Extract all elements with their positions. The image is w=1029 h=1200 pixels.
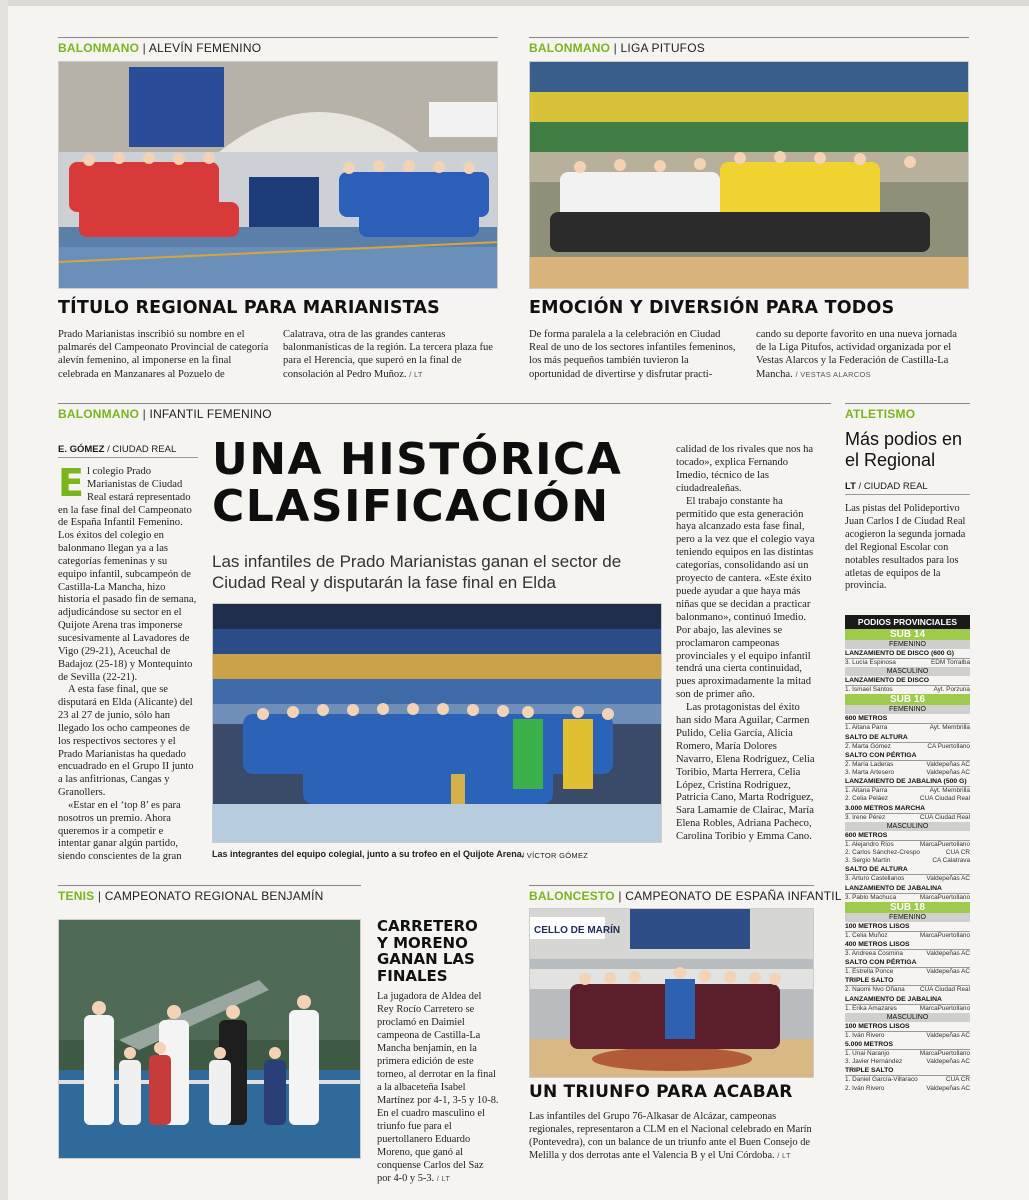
athlete-name: 3. Andreea Cosmina [845,950,903,958]
athlete-name: 2. María Laderas [845,760,894,768]
section-tag-top-right: BALONMANO | LIGA PITUFOS [529,37,969,55]
section-tag-main: BALONMANO | INFANTIL FEMENINO [58,403,831,421]
atletismo-sidebar [845,403,970,593]
paragraph: «Estar en el ‘top 8’ es para nosotros un premio. Ahora queremos ir a competir e intentar ganar algún partido, siendo conscientes de la gran [58,799,182,863]
event-title: SALTO DE ALTURA [845,733,970,743]
headline-tenis [377,918,497,984]
athlete-club: CA Puertollano [927,742,970,750]
headline-line: CARRETERO [377,917,478,935]
section-subcategory: LIGA PITUFOS [620,41,705,55]
athlete-club: CUA CR [945,1076,970,1084]
banner-text: CELLO DE MARÍN [534,925,621,936]
body-tenis [377,990,499,1185]
athlete-club: Valdepeñas AC [926,769,970,777]
athlete-club: MarcaPuertollano [919,1050,970,1058]
athlete-name: 1. Aitana Parra [845,724,888,732]
body-main-col2 [676,444,816,844]
athlete-name: 1. Erika Amazares [845,1004,897,1012]
athlete-club: Ayt. Porzuna [933,686,970,694]
photo-tenis [58,919,361,1159]
event-title: LANZAMIENTO DE DISCO [845,676,970,686]
headline-line: GANAN LAS [377,950,475,968]
athlete-name: 2. Naomi Nvo Oñana [845,986,905,994]
gender-band: FEMENINO [845,640,970,649]
podium-row [845,659,970,667]
athlete-name: 1. Estrella Ponce [845,968,894,976]
athlete-club: Valdepeñas AC [926,1058,970,1066]
podios-title: PODIOS PROVINCIALES [845,615,970,629]
athlete-club: Valdepeñas AC [926,875,970,883]
athlete-club: Ayt. Membrilla [929,724,970,732]
body-text: Calatrava, otra de las grandes canteras balonmanísticas de la región. La tercera plaza fue para el Herencia, que superó en la final de consolación al Pedro Muñoz. [283,329,494,380]
podium-row [845,932,970,940]
section-category: BALONMANO [58,407,140,421]
event-title: 400 METROS LISOS [845,940,970,950]
podium-row [845,1032,970,1040]
athlete-name: 3. Javier Hernández [845,1058,903,1066]
podium-row [845,894,970,902]
athlete-name: 1. Daniel García-Villaraco [845,1076,918,1084]
athlete-name: 2. Marta Gómez [845,742,891,750]
event-title: LANZAMIENTO DE JABALINA [845,884,970,894]
athlete-club: CUA Ciudad Real [919,986,970,994]
body-top-left-col2 [283,328,498,381]
athlete-name: 1. Iván Rivero [845,1031,885,1039]
byline-atletismo [845,481,970,495]
event-title: LANZAMIENTO DE JABALINA [845,995,970,1005]
body-text: cando su deporte favorito en una nueva jornada de la Liga Pitufos, actividad organizada por el Vestas Alarcos y la Federación de Castilla-La Mancha. [756,329,957,380]
event-title: SALTO CON PÉRTIGA [845,958,970,968]
author-location: / CIUDAD REAL [858,481,928,492]
gender-band: FEMENINO [845,913,970,922]
main-headline [212,436,662,530]
section-category: BALONMANO [58,41,140,55]
body-text: La jugadora de Aldea del Rey Rocío Carretero se proclamó en Daimiel campeona de Castilla-La Mancha benjamín, en la primera edición de este torneo, al derrotar en la final a la albaceteña Isabel Martínez por 4-1, 3-5 y 10-8. En el cuadro masculino el triunfo fue para el puertollanero Eduardo Moreno, que ganó al conquense Carlos del Saz por 4-0 y 5-3. [377,991,499,1184]
byline-main [58,444,198,458]
photo-credit: / VESTAS ALARCOS [795,369,871,379]
paragraph: El trabajo constante ha permitido que esta generación haya alcanzado esta fase final, pero a la vez que el colegio vaya teniendo equipos en las distintas categorías, consolidando así un proyecto de cantera. «Este éxito puede ayudar a que haya más niñas que se decidan a practicar balonmano», continuó Imedio. Por abajo, las alevines se proclamaron campeonas provinciales y el equipo infantil tendrá una cierta continuidad, pues aproximadamente la mitad son de primer año. [676,495,815,701]
podium-row [845,814,970,822]
body-main-col1 [58,461,198,864]
athlete-name: 3. Arturo Castellanos [845,875,905,883]
body-text: Las infantiles del Grupo 76-Alkasar de Alcázar, campeonas regionales, representaron a CLM en el Nacional celebrado en Marín (Pontevedra), con un balance de un triunfo ante el Buen Consejo de Melilla y dos derrotas ante el Valencia B y el Uni Córdoba. [529,1111,812,1161]
podios-rows [845,629,970,1093]
athlete-club: Valdepeñas AC [926,760,970,768]
podium-row [845,686,970,694]
event-title: TRIPLE SALTO [845,976,970,986]
page-edge-top [8,0,1029,6]
section-subcategory: CAMPEONATO REGIONAL BENJAMÍN [104,889,324,903]
section-tag-tenis: TENIS | CAMPEONATO REGIONAL BENJAMÍN [58,885,361,903]
athlete-name: 3. Marta Artesero [845,769,895,777]
event-title: 3.000 METROS MARCHA [845,804,970,814]
athlete-club: MarcaPuertollano [919,893,970,901]
event-title: 5.000 METROS [845,1040,970,1050]
body-top-right-col1: De forma paralela a la celebración en Ciudad Real de uno de los sectores infantiles femeninos, los más pequeños también tuvieron la oportunidad de divertirse y disfrutar practi- [529,329,736,380]
gender-band: MASCULINO [845,822,970,831]
dropcap: E [58,461,84,505]
podium-row [845,1058,970,1066]
podium-row [845,1050,970,1058]
athlete-name: 1. Celia Muñoz [845,931,888,939]
age-category-band: SUB 16 [845,694,970,705]
athlete-club: Ayt. Membrilla [929,787,970,795]
photo-alevin-team [58,61,498,289]
event-title: LANZAMIENTO DE JABALINA (500 G) [845,777,970,787]
athlete-club: Valdepeñas AC [926,1031,970,1039]
athlete-club: MarcaPuertollano [919,1004,970,1012]
podium-row [845,795,970,803]
headline-top-right: EMOCIÓN Y DIVERSIÓN PARA TODOS [529,298,895,318]
athlete-club: MarcaPuertollano [919,931,970,939]
podium-row [845,841,970,849]
podium-row [845,1076,970,1084]
paragraph: Las protagonistas del éxito han sido Mara Aguilar, Carmen Pulido, Celia García, Alicia Romero, María Dolores Navarro, Elena Rodríguez, Celia Toribio, Marta Herrera, Celia López, Cristina Rodríguez, Patricia Cano, Marta Rodríguez, Sara Lamamie de Clairac, María Elena Robles, Adriana Pacheco, Carolina Toribio y Emma Cano. [676,702,815,843]
athlete-name: 1. Alejandro Ríos [845,840,894,848]
age-category-band: SUB 14 [845,629,970,640]
athlete-club: CUA Ciudad Real [919,795,970,803]
gender-band: FEMENINO [845,705,970,714]
caption-text: Las integrantes del equipo colegial, junto a su trofeo en el Quijote Arena. [212,849,525,859]
photo-liga-pitufos [529,61,969,289]
podium-row [845,849,970,857]
athlete-name: 3. Sergio Martín [845,857,891,865]
event-title: LANZAMIENTO DE DISCO (600 G) [845,649,970,659]
paragraph: l colegio Prado Marianistas de Ciudad Real estará representado en la fase final del Campeonato de España Infantil Femenino. Los éxitos del colegio en balonmano llegan ya a las categorías femeninas y su equipo infantil, subcampeón de Castilla-La Mancha, hizo historia el pasado fin de semana, adjudicándose su sector en el Quijote Arena tras imponerse sucesivamente al Lavadores de Vigo (29-21), Aceuchal de Badajoz (25-18) y Montequinto de Sevilla (22-21). [58,466,197,683]
podium-row [845,857,970,865]
section-subcategory: ALEVÍN FEMENINO [148,41,262,55]
body-top-right-col2 [756,328,969,381]
athlete-club: Valdepeñas AC [926,968,970,976]
athlete-club: EDM Torralba [931,659,970,666]
event-title: 600 METROS [845,714,970,724]
athlete-name: 3. Lucía Espinosa [845,659,896,666]
athlete-club: CA Calatrava [932,857,970,865]
podium-row [845,875,970,883]
athlete-club: CUA CR [945,849,970,857]
section-tag-top-left: BALONMANO | ALEVÍN FEMENINO [58,37,498,55]
podium-row [845,1005,970,1013]
headline-line: Y MORENO [377,933,468,952]
photo-credit: / LT [436,1174,451,1183]
podium-row [845,769,970,777]
photo-credit-main: / VÍCTOR GÓMEZ [522,851,589,860]
section-tag-atletismo [845,403,970,421]
main-deck: Las infantiles de Prado Marianistas ganan el sector de Ciudad Real y disputarán la fase final en Elda [212,552,622,592]
podium-row [845,986,970,994]
headline-line: FINALES [377,966,448,985]
podium-row [845,724,970,732]
gender-band: MASCULINO [845,667,970,676]
athlete-name: 3. Irene Pérez [845,813,886,821]
section-subcategory: INFANTIL FEMENINO [149,407,272,421]
athlete-club: Valdepeñas AC [926,950,970,958]
podium-row [845,787,970,795]
section-category: TENIS [58,889,95,903]
gender-band: MASCULINO [845,1013,970,1022]
athlete-name: 2. Iván Rivero [845,1084,885,1092]
athlete-name: 3. Pablo Machuca [845,893,897,901]
section-category: ATLETISMO [845,407,916,421]
photo-infantil-team [212,603,662,843]
photo-credit: / LT [409,369,423,379]
podium-row [845,743,970,751]
event-title: SALTO DE ALTURA [845,865,970,875]
podium-row [845,761,970,769]
atletismo-body: Las pistas del Polideportivo Juan Carlos I de Ciudad Real acogieron la segunda jornada del Regional Escolar con notables resultados para los atletas de equipos de la provincia. [845,503,966,592]
body-top-left-col1: Prado Marianistas inscribió su nombre en el palmarés del Campeonato Provincial de categoría alevín femenino, al imponerse en la final celebrada en Manzanares al Pozuelo de [58,329,269,380]
photo-credit: / LT [777,1151,791,1160]
athlete-name: 1. Unai Naranjo [845,1050,890,1058]
athlete-name: 1. Aitana Parra [845,787,888,795]
author-name: LT [845,481,856,492]
section-tag-baloncesto: BALONCESTO | CAMPEONATO DE ESPAÑA INFANTIL [529,885,814,903]
podium-row [845,950,970,958]
podium-row [845,968,970,976]
athlete-name: 1. Ismael Santos [845,686,893,694]
section-category: BALONCESTO [529,889,615,903]
event-title: 100 METROS LISOS [845,922,970,932]
body-baloncesto [529,1110,814,1162]
paragraph: calidad de los rivales que nos ha tocado», explica Fernando Imedio, técnico de las ciudadrealeñas. [676,444,814,494]
event-title: TRIPLE SALTO [845,1066,970,1076]
headline-baloncesto: UN TRIUNFO PARA ACABAR [529,1082,793,1102]
section-subcategory: CAMPEONATO DE ESPAÑA INFANTIL [625,889,842,903]
author-location: / CIUDAD REAL [107,444,177,455]
paragraph: A esta fase final, que se disputará en Elda (Alicante) del 23 al 27 de junio, sólo han llegado los ocho campeones de los respectivos sectores y el Prado Marianistas ha quedado encuadrado en el Grupo II junto a las anfitrionas, Cangas y Granollers. [58,684,194,799]
section-category: BALONMANO [529,41,611,55]
event-title: 100 METROS LISOS [845,1022,970,1032]
event-title: SALTO CON PÉRTIGA [845,751,970,761]
athlete-name: 2. Carlos Sánchez-Crespo [845,849,920,857]
headline-top-left: TÍTULO REGIONAL PARA MARIANISTAS [58,298,440,318]
event-title: 600 METROS [845,831,970,841]
atletismo-headline: Más podios en el Regional [845,429,963,470]
podios-table [845,615,970,1093]
athlete-club: Valdepeñas AC [926,1084,970,1092]
author-name: E. GÓMEZ [58,444,105,455]
age-category-band: SUB 18 [845,902,970,913]
headline-line: UNA HISTÓRICA [212,434,623,485]
photo-baloncesto [529,908,814,1078]
athlete-club: CUA Ciudad Real [919,813,970,821]
athlete-club: MarcaPuertollano [919,840,970,848]
podium-row [845,1085,970,1093]
athlete-name: 2. Celia Peláez [845,795,888,803]
headline-line: CLASIFICACIÓN [212,481,610,532]
page-edge [0,0,8,1200]
